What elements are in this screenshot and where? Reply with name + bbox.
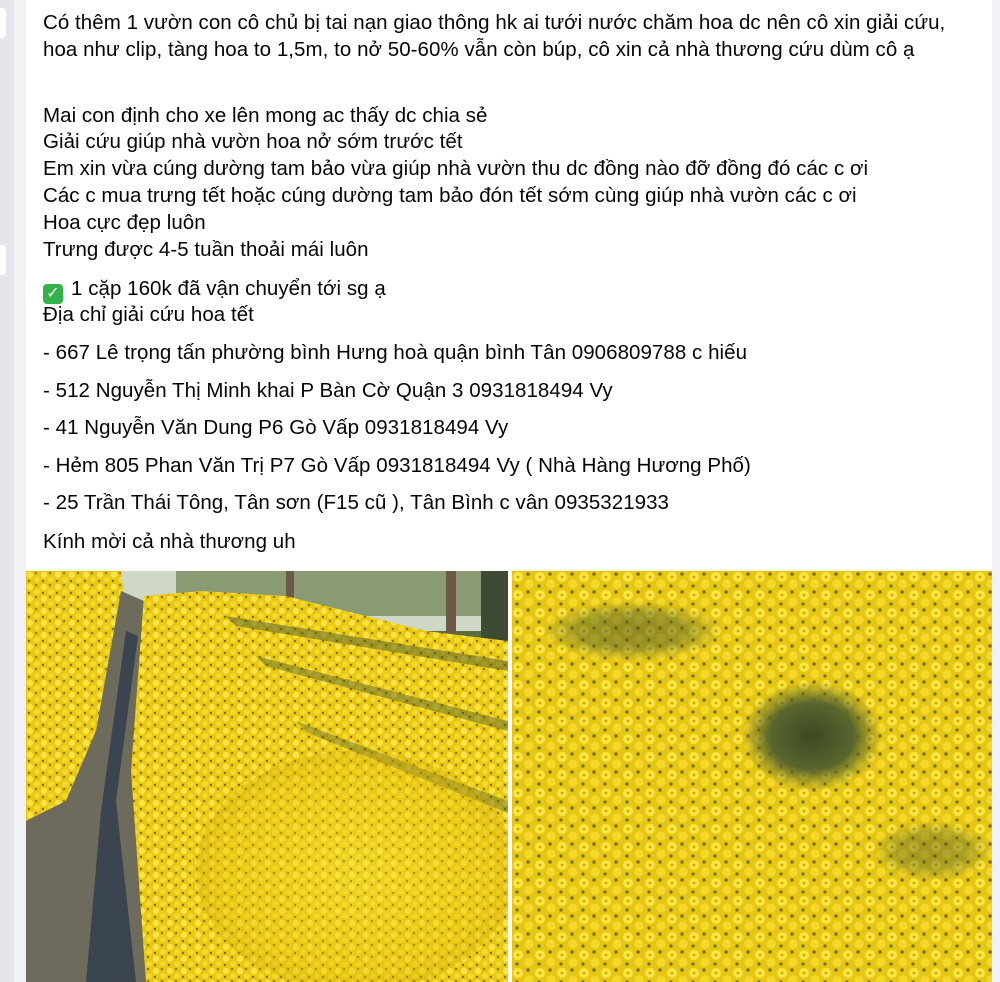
address-item: - 667 Lê trọng tấn phường bình Hưng hoà quận bình Tân 0906809788 c hiếu [43, 341, 748, 364]
left-panel-edge [0, 0, 14, 982]
photo-grid [26, 571, 992, 982]
post-card [26, 0, 992, 982]
post-line: Hoa cực đẹp luôn [43, 211, 206, 234]
post-line: Em xin vừa cúng dường tam bảo vừa giúp nhà vườn thu dc đồng nào đỡ đồng đó các c ơi [43, 157, 869, 180]
closing-line: Kính mời cả nhà thương uh [43, 530, 296, 553]
flower-rows-image [26, 571, 508, 982]
post-line: Trưng được 4-5 tuần thoải mái luôn [43, 238, 369, 261]
panel-tab [0, 8, 6, 38]
post-line: Mai con định cho xe lên mong ac thấy dc chia sẻ [43, 104, 488, 127]
post-line: Giải cứu giúp nhà vườn hoa nở sớm trước tết [43, 130, 463, 153]
price-text: 1 cặp 160k đã vận chuyển tới sg ạ [71, 277, 386, 300]
check-mark-button-icon: ✓ [43, 284, 63, 304]
address-item: - Hẻm 805 Phan Văn Trị P7 Gò Vấp 0931818494 Vy ( Nhà Hàng Hương Phố) [43, 454, 751, 477]
panel-tab [0, 245, 6, 275]
address-item: - 512 Nguyễn Thị Minh khai P Bàn Cờ Quận 3 0931818494 Vy [43, 379, 613, 402]
photo-flower-rows[interactable] [26, 571, 508, 982]
address-item: - 41 Nguyễn Văn Dung P6 Gò Vấp 0931818494 Vy [43, 416, 509, 439]
address-heading: Địa chỉ giải cứu hoa tết [43, 303, 254, 326]
post-intro-paragraph: Có thêm 1 vườn con cô chủ bị tai nạn giao thông hk ai tưới nước chăm hoa dc nên cô xin giải cứu, hoa như clip, tàng hoa to 1,5m, to nở 50-60% vẫn còn búp, cô xin cả nhà thương cứu dùm cô ạ [43, 11, 946, 61]
flower-closeup-image [512, 571, 992, 982]
price-line [43, 276, 386, 304]
photo-flower-closeup[interactable] [512, 571, 992, 982]
post-line: Các c mua trưng tết hoặc cúng dường tam bảo đón tết sớm cùng giúp nhà vườn các c ơi [43, 184, 857, 207]
address-item: - 25 Trần Thái Tông, Tân sơn (F15 cũ ), Tân Bình c vân 0935321933 [43, 491, 670, 514]
